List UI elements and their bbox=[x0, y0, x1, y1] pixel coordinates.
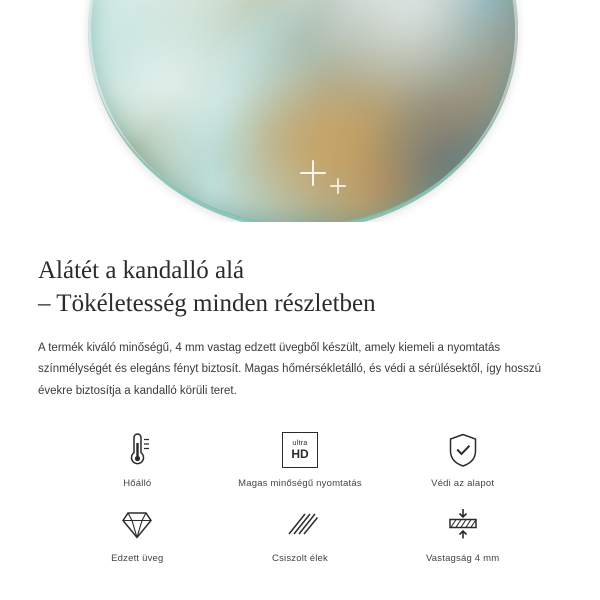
feature-print-quality bbox=[219, 428, 382, 489]
feature-label: Vastagság 4 mm bbox=[425, 552, 500, 564]
page-title-line-1: Alátét a kandalló alá bbox=[38, 257, 245, 284]
feature-label: Csiszolt élek bbox=[272, 552, 328, 564]
feature-polished-edges bbox=[219, 503, 382, 564]
feature-thickness bbox=[381, 503, 544, 564]
feature-protects-surface bbox=[381, 428, 544, 489]
diamond-icon bbox=[117, 503, 157, 547]
shield-check-icon bbox=[445, 428, 481, 472]
thickness-arrows-icon bbox=[443, 503, 483, 547]
badge-bottom-text: HD bbox=[291, 446, 309, 461]
product-description-text: A termék kiváló minőségű, 4 mm vastag edzett üvegből készült, amely kiemeli a nyomtatás színmélységét és elegáns fényt biztosít. Magas hőmérsékletálló, és védi a sérülésektől, így hosszú évekre biztosítja a kandalló körüli teret. bbox=[38, 342, 542, 397]
ultra-hd-badge-icon bbox=[282, 428, 318, 472]
polished-edges-icon bbox=[281, 503, 319, 547]
round-glass-mat-image bbox=[88, 0, 518, 222]
badge-top-text: ultra bbox=[292, 439, 308, 447]
feature-label: Edzett üveg bbox=[111, 552, 164, 564]
thermometer-icon bbox=[120, 428, 154, 472]
feature-heat-resistant bbox=[56, 428, 219, 489]
content-block bbox=[0, 222, 600, 564]
page-title bbox=[38, 254, 562, 320]
feature-grid bbox=[38, 428, 562, 564]
feature-tempered-glass bbox=[56, 503, 219, 564]
hero-image bbox=[0, 0, 600, 222]
feature-label: Hőálló bbox=[123, 477, 152, 489]
page-title-line-2: – Tökéletesség minden részletben bbox=[38, 290, 376, 317]
feature-label: Magas minőségű nyomtatás bbox=[238, 477, 362, 489]
feature-label: Védi az alapot bbox=[431, 477, 495, 489]
